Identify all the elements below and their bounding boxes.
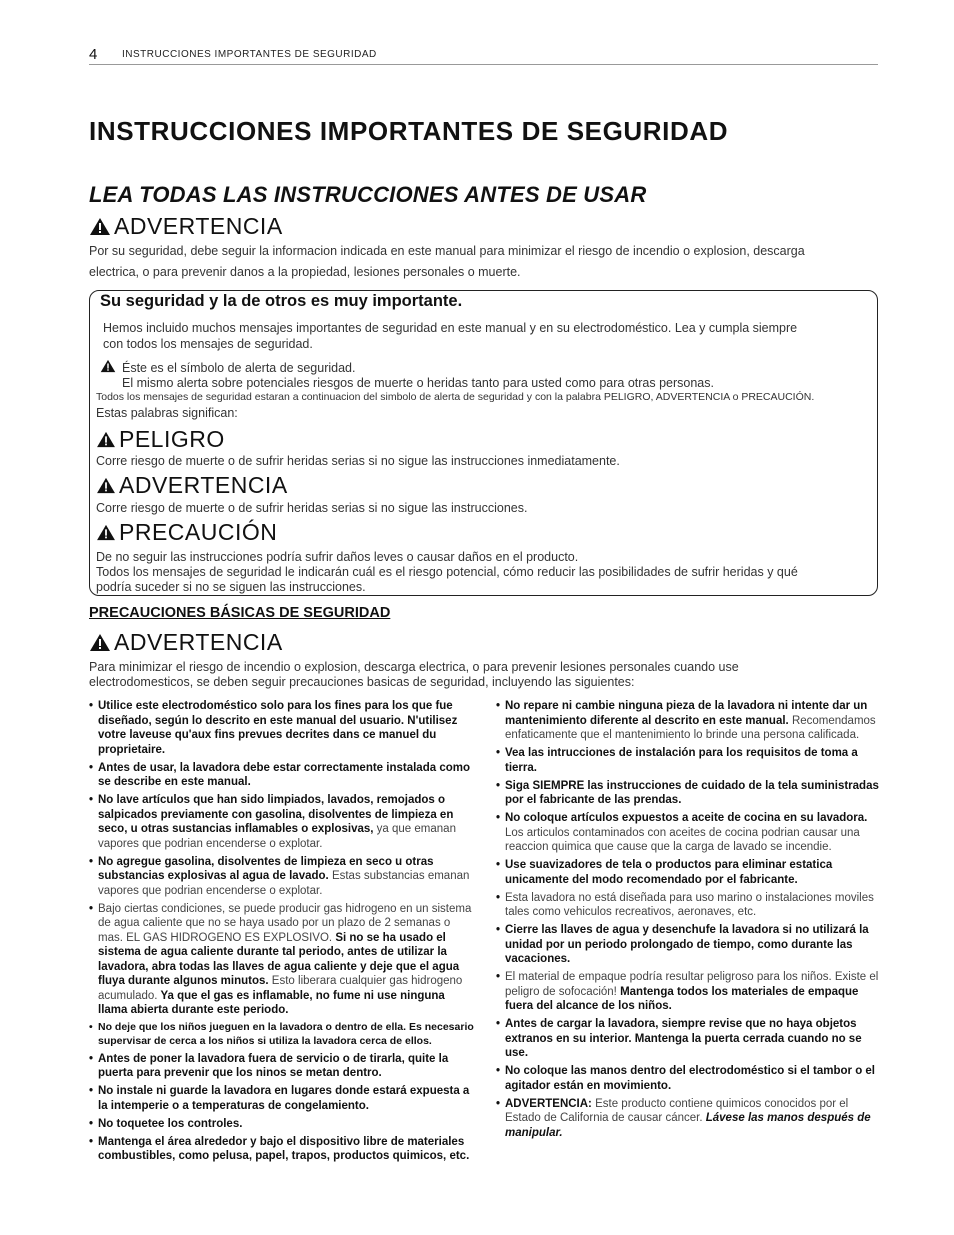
list-item: • Antes de poner la lavadora fuera de servicio o de tirarla, quite la puerta para prevenir que los ninos se metan dentro. <box>89 1052 474 1081</box>
basic-intro-line1: Para minimizar el riesgo de incendio o explosion, descarga electrica, o para prevenir lesiones personales cuando use <box>89 660 739 674</box>
list-item: • Utilice este electrodoméstico solo para los fines para los que fue diseñado, según lo descrito en este manual del usuario. N'utilisez votre laveuse qu'aux fins prevues decrites dans ce manuel du proprietaire. <box>89 699 474 757</box>
peligro-heading <box>96 426 225 453</box>
symbol-line2: El mismo alerta sobre potenciales riesgos de muerte o heridas tanto para usted como para otras personas. <box>122 376 714 390</box>
page-title: INSTRUCCIONES IMPORTANTES DE SEGURIDAD <box>89 116 729 146</box>
page-number: 4 <box>89 46 98 63</box>
list-item: • Siga SIEMPRE las instrucciones de cuidado de la tela suministradas por el fabricante de las prendas. <box>496 779 881 808</box>
list-item: • No instale ni guarde la lavadora en lugares donde estará expuesta a la intemperie o a temperaturas de congelamiento. <box>89 1084 474 1113</box>
advertencia-label: ADVERTENCIA <box>119 472 288 498</box>
section-heading: PRECAUCIONES BÁSICAS DE SEGURIDAD <box>89 605 391 621</box>
list-item: • Mantenga el área alrededor y bajo el dispositivo libre de materiales combustibles, como pelusa, papel, trapos, productos quimicos, etc. <box>89 1135 474 1164</box>
page-subtitle: LEA TODAS LAS INSTRUCCIONES ANTES DE USAR <box>89 182 647 207</box>
alert-symbol-icon <box>100 359 116 373</box>
warning-text-line2: electrica, o para prevenir danos a la propiedad, lesiones personales o muerte. <box>89 265 521 279</box>
list-item: • No coloque artículos expuestos a aceite de cocina en su lavadora. Los articulos contaminados con aceites de cocina podrian causar una reaccion quimica que cause que la carga de lavado se incendie. <box>496 811 881 855</box>
box-intro-line1: Hemos incluido muchos mensajes importantes de seguridad en este manual y en su electrodoméstico. Lea y cumpla siempre <box>103 321 798 335</box>
basic-warning-label: ADVERTENCIA <box>114 629 283 655</box>
list-item: • Bajo ciertas condiciones, se puede producir gas hidrogeno en un sistema de agua caliente que no se haya usado por un plazo de 2 semanas o mas. EL GAS HIDROGENO ES EXPLOSIVO. Si no se ha usado el sistema de agua caliente durante tal periodo, antes de utilizar la lavadora, abra todas las llaves de agua caliente y deje que el agua fluya durante algunos minutos. Esto liberara cualquier gas hidrogeno acumulado. Ya que el gas es inflamable, no fume ni use ninguna llama abierta durante este periodo. <box>89 902 474 1018</box>
warning-heading <box>89 213 283 240</box>
peligro-label: PELIGRO <box>119 426 225 452</box>
closing-line2: podría suceder si no se siguen las instrucciones. <box>96 580 366 594</box>
list-item: • No repare ni cambie ninguna pieza de la lavadora ni intente dar un mantenimiento diferente al descrito en este manual. Recomendamos enfaticamente que el mantenimiento lo brinde una persona calificada. <box>496 699 881 743</box>
list-item: • No deje que los niños jueguen en la lavadora o dentro de ella. Es necesario supervisar de cerca a los niños si utiliza la lavadora cerca de ellos. <box>89 1021 474 1048</box>
list-item: • No lave artículos que han sido limpiados, lavados, remojados o salpicados previamente con gasolina, disolventes de limpieza en seco, u otras sustancias inflamables o explosivas, ya que emanan vapores que podrian encenderse o explotar. <box>89 793 474 851</box>
list-item: • El material de empaque podría resultar peligroso para los niños. Existe el peligro de sofocación! Mantenga todos los materiales de empaque fuera del alcance de los niños. <box>496 970 881 1014</box>
box-intro-line2: con todos los mensajes de seguridad. <box>103 337 313 351</box>
warning-triangle-icon <box>89 633 111 652</box>
precaucion-label: PRECAUCIÓN <box>119 519 278 545</box>
warning-triangle-icon <box>96 524 116 541</box>
header-divider <box>89 64 878 65</box>
left-column <box>89 699 474 1167</box>
signal-words-line: Todos los mensajes de seguridad estaran a continuacion del simbolo de alerta de seguridad y con la palabra PELIGRO, ADVERTENCIA o PRECAUCIÓN. <box>96 391 815 403</box>
list-item: • ADVERTENCIA: Este producto contiene quimicos conocidos por el Estado de California de causar cáncer. Lávese las manos después de manipular. <box>496 1097 881 1141</box>
advertencia-heading <box>96 472 288 499</box>
right-column <box>496 699 881 1144</box>
words-mean-line: Estas palabras significan: <box>96 406 238 420</box>
list-item: • Vea las intrucciones de instalación para los requisitos de toma a tierra. <box>496 746 881 775</box>
warning-triangle-icon <box>96 477 116 494</box>
list-item: • No toquetee los controles. <box>89 1117 474 1132</box>
warning-triangle-icon <box>96 431 116 448</box>
warning-text-line1: Por su seguridad, debe seguir la informacion indicada en este manual para minimizar el riesgo de incendio o explosion, descarga <box>89 244 805 258</box>
peligro-text: Corre riesgo de muerte o de sufrir heridas serias si no sigue las instrucciones inmediatamente. <box>96 454 620 468</box>
basic-warning-heading <box>89 629 283 656</box>
list-item: • No coloque las manos dentro del electrodoméstico si el tambor o el agitador están en movimiento. <box>496 1064 881 1093</box>
safety-box-title: Su seguridad y la de otros es muy importante. <box>100 292 463 310</box>
warning-triangle-icon <box>89 217 111 236</box>
precaucion-text: De no seguir las instrucciones podría sufrir daños leves o causar daños en el producto. <box>96 550 579 564</box>
symbol-line1: Éste es el símbolo de alerta de seguridad. <box>122 361 356 375</box>
closing-line1: Todos los mensajes de seguridad le indicarán cuál es el riesgo potencial, cómo reducir las posibilidades de sufrir heridas y qué <box>96 565 798 579</box>
list-item: • Esta lavadora no está diseñada para uso marino o instalaciones moviles tales como vehiculos recreativos, aeronaves, etc. <box>496 891 881 920</box>
list-item: • Antes de usar, la lavadora debe estar correctamente instalada como se describe en este manual. <box>89 761 474 790</box>
basic-intro-line2: electrodomesticos, se deben seguir precauciones basicas de seguridad, incluyendo las siguientes: <box>89 675 635 689</box>
warning-label: ADVERTENCIA <box>114 213 283 239</box>
list-item: • Cierre las llaves de agua y desenchufe la lavadora si no utilizará la unidad por un periodo prolongado de tiempo, como durante las vacaciones. <box>496 923 881 967</box>
list-item: • Use suavizadores de tela o productos para eliminar estatica unicamente del modo recomendado por el fabricante. <box>496 858 881 887</box>
running-title: INSTRUCCIONES IMPORTANTES DE SEGURIDAD <box>122 49 377 60</box>
precaucion-heading <box>96 519 277 546</box>
advertencia-text: Corre riesgo de muerte o de sufrir heridas serias si no sigue las instrucciones. <box>96 501 528 515</box>
list-item: • Antes de cargar la lavadora, siempre revise que no haya objetos extranos en su interior. Mantenga la puerta cerrada cuando no se use. <box>496 1017 881 1061</box>
list-item: • No agregue gasolina, disolventes de limpieza en seco u otras substancias explosivas al agua de lavado. Estas substancias emanan vapores que podrian encenderse o explotar. <box>89 855 474 899</box>
